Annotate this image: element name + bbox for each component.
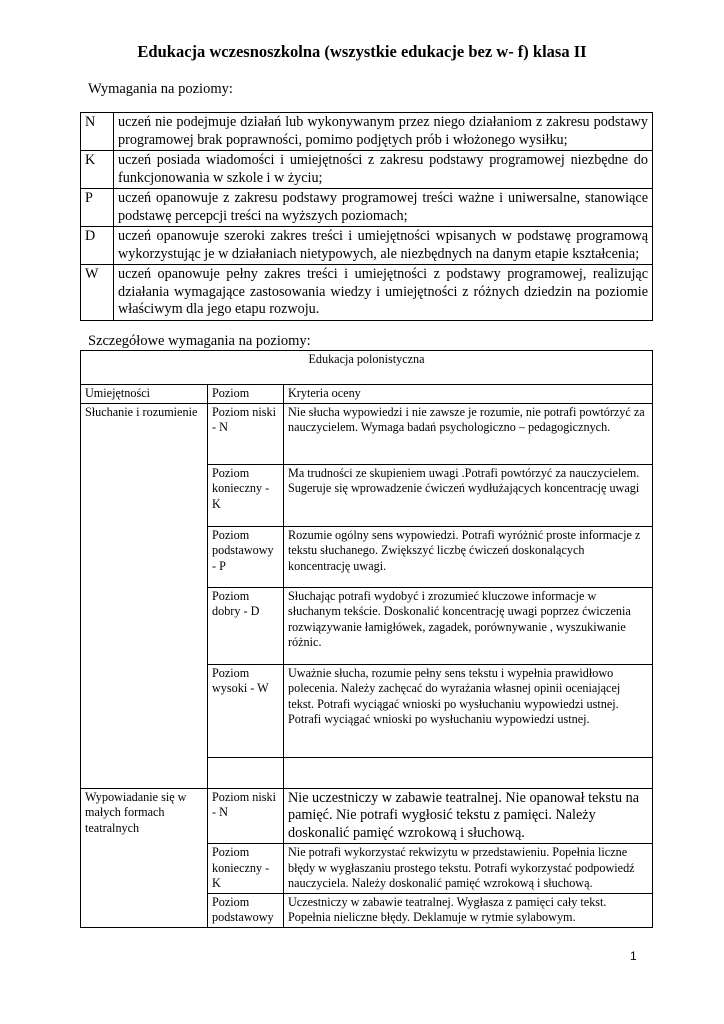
level-description: uczeń nie podejmuje działań lub wykonywanym przez niego działaniom z zakresu podstawy programowej brak poprawności, pomimo podjętych prób i włożonego wysiłku; <box>114 113 653 151</box>
page-number: 1 <box>630 949 637 963</box>
page-title: Edukacja wczesnoszkolna (wszystkie edukacje bez w- f) klasa II <box>137 42 587 61</box>
table-row <box>81 113 653 151</box>
criteria-cell: Nie potrafi wykorzystać rekwizytu w przedstawieniu. Popełnia liczne błędy w wygłaszaniu prostego tekstu. Potrafi wykorzystać podpowiedź nauczyciela. Należy doskonalić pamięć wzrokową i słuchową. <box>284 844 653 894</box>
criteria-cell: Ma trudności ze skupieniem uwagi .Potrafi powtórzyć za nauczycielem. Sugeruje się wprowadzenie ćwiczeń wydłużających koncentrację uwagi <box>284 464 653 526</box>
header-row <box>81 385 653 404</box>
level-cell: Poziom niski - N <box>208 403 284 464</box>
empty-cell <box>208 757 284 788</box>
levels-table <box>80 112 653 321</box>
criteria-cell: Słuchając potrafi wydobyć i zrozumieć kluczowe informacje w słuchanym tekście. Doskonalić koncentrację uwagi poprzez ćwiczenia rozwiązywanie łamigłówek, zagadek, porównywanie , wyszukiwanie różnic. <box>284 587 653 664</box>
column-header-skill: Umiejętności <box>81 385 208 404</box>
level-description: uczeń posiada wiadomości i umiejętności z zakresu podstawy programowej niezbędne do funkcjonowania w szkole i w życiu; <box>114 151 653 189</box>
levels-heading: Wymagania na poziomy: <box>88 81 233 97</box>
empty-cell <box>284 757 653 788</box>
table-row <box>81 189 653 227</box>
level-code: N <box>81 113 114 151</box>
section-row <box>81 351 653 385</box>
skill-cell: Słuchanie i rozumienie <box>81 403 208 788</box>
level-cell: Poziom konieczny - K <box>208 844 284 894</box>
detail-heading: Szczegółowe wymagania na poziomy: <box>88 333 311 349</box>
column-header-criteria: Kryteria oceny <box>284 385 653 404</box>
level-description: uczeń opanowuje pełny zakres treści i umiejętności z podstawy programowej, realizując działania wymagające zastosowania wiedzy i umiejętności z różnych dziedzin na poziomie właściwym dla jego etapu rozwoju. <box>114 265 653 321</box>
level-cell: Poziom konieczny - K <box>208 464 284 526</box>
level-code: W <box>81 265 114 321</box>
table-row <box>81 227 653 265</box>
table-row <box>81 265 653 321</box>
section-title: Edukacja polonistyczna <box>81 351 653 385</box>
detail-table <box>80 350 653 928</box>
level-code: K <box>81 151 114 189</box>
level-cell: Poziom podstawowy <box>208 893 284 927</box>
level-description: uczeń opanowuje z zakresu podstawy programowej treści ważne i uniwersalne, stanowiące podstawę percepcji treści na wyższych poziomach; <box>114 189 653 227</box>
table-row <box>81 403 653 464</box>
level-cell: Poziom wysoki - W <box>208 664 284 757</box>
skill-cell: Wypowiadanie się w małych formach teatralnych <box>81 788 208 927</box>
level-cell: Poziom podstawowy - P <box>208 526 284 587</box>
level-description: uczeń opanowuje szeroki zakres treści i umiejętności wpisanych w podstawę programową wykorzystując je w działaniach nietypowych, ale niezbędnych na danym etapie kształcenia; <box>114 227 653 265</box>
criteria-cell: Uczestniczy w zabawie teatralnej. Wygłasza z pamięci cały tekst. Popełnia nieliczne błędy. Deklamuje w rytmie sylabowym. <box>284 893 653 927</box>
level-cell: Poziom niski - N <box>208 788 284 844</box>
column-header-level: Poziom <box>208 385 284 404</box>
table-row <box>81 151 653 189</box>
level-code: P <box>81 189 114 227</box>
criteria-cell: Uważnie słucha, rozumie pełny sens tekstu i wypełnia prawidłowo polecenia. Należy zachęcać do wyrażania własnej opinii oceniającej tekst. Potrafi wyciągać wnioski po wysłuchaniu wypowiedzi ustnej. Potrafi wyciągać wnioski po wysłuchaniu wypowiedzi ustnej. <box>284 664 653 757</box>
level-cell: Poziom dobry - D <box>208 587 284 664</box>
criteria-cell: Nie słucha wypowiedzi i nie zawsze je rozumie, nie potrafi powtórzyć za nauczycielem. Wymaga badań psychologiczno – pedagogicznych. <box>284 403 653 464</box>
criteria-cell: Nie uczestniczy w zabawie teatralnej. Nie opanował tekstu na pamięć. Nie potrafi wygłosić tekstu z pamięci. Należy doskonalić pamięć wzrokową i słuchową. <box>284 788 653 844</box>
criteria-cell: Rozumie ogólny sens wypowiedzi. Potrafi wyróżnić proste informacje z tekstu słuchanego. Zwiększyć liczbę ćwiczeń doskonalących koncentrację uwagi. <box>284 526 653 587</box>
table-row <box>81 788 653 844</box>
level-code: D <box>81 227 114 265</box>
